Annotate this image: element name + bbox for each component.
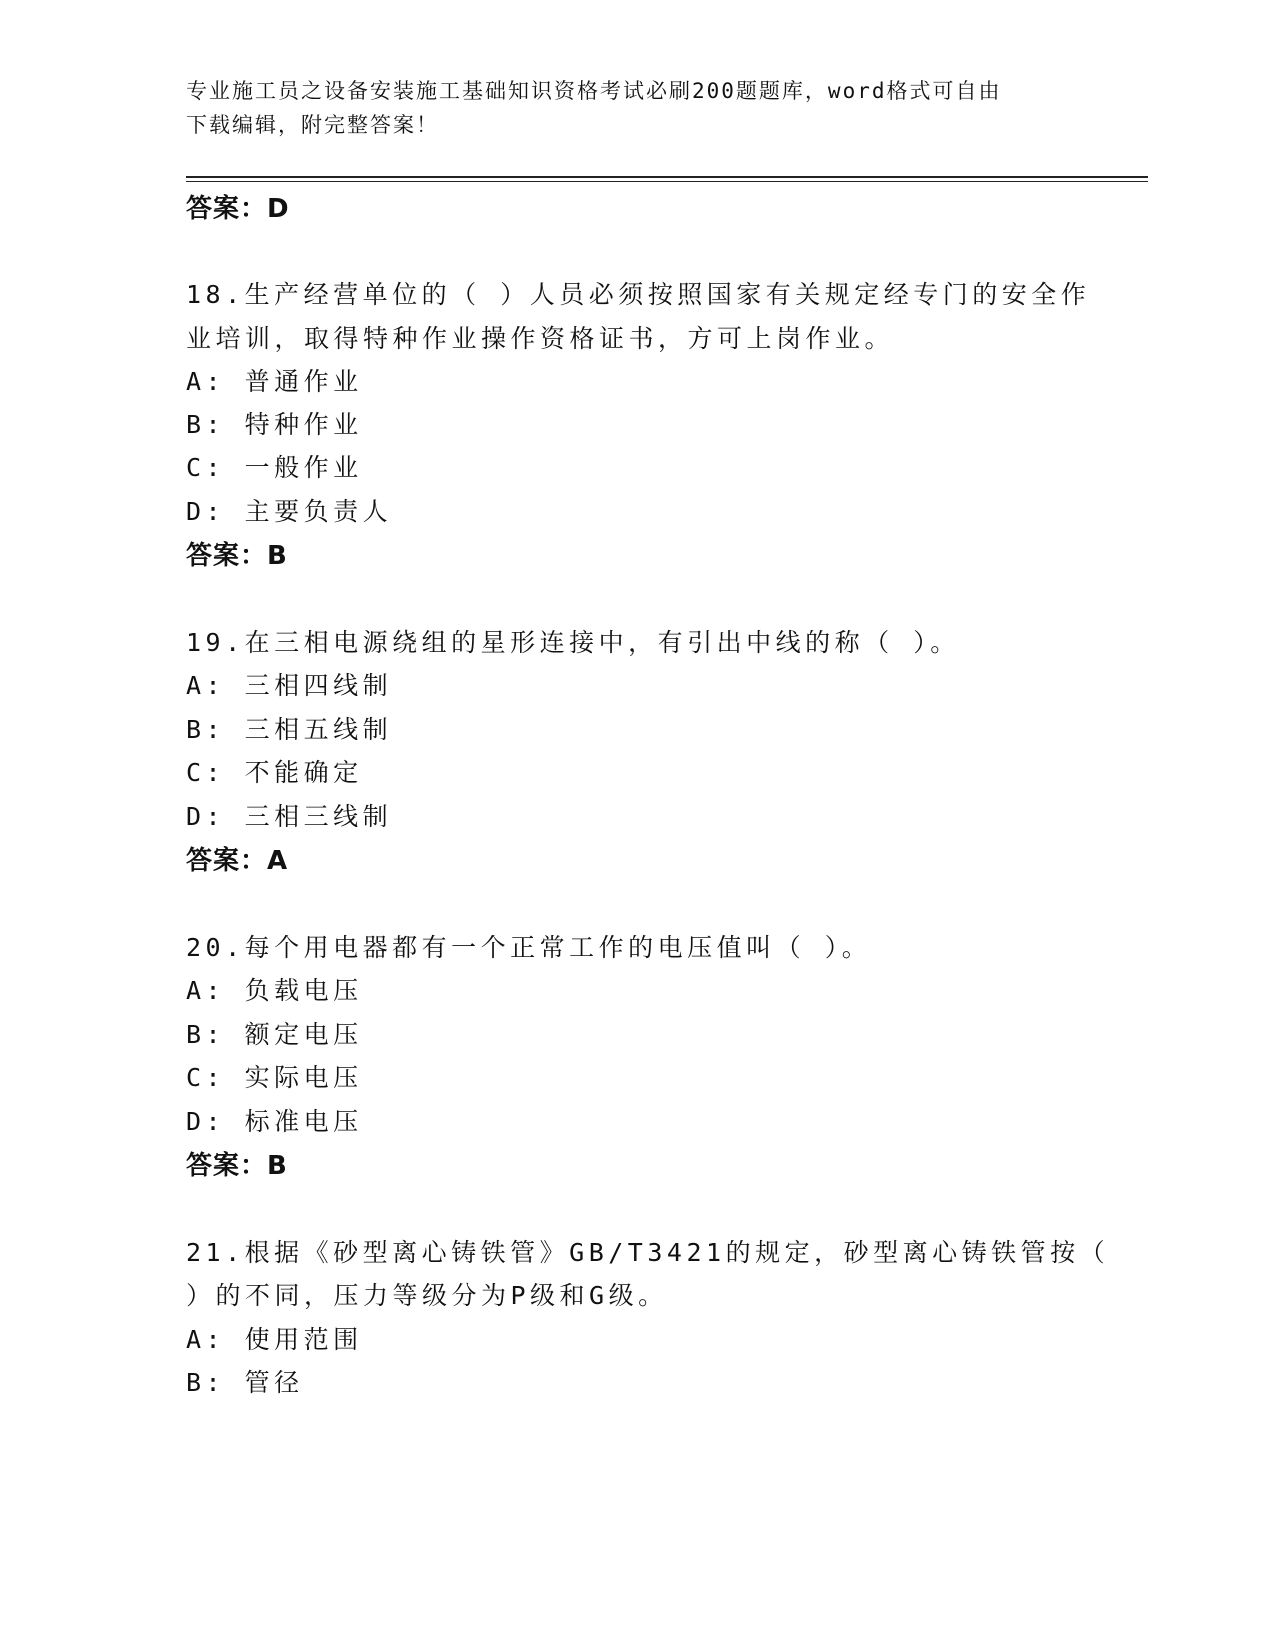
header-rule-thin (186, 181, 1148, 182)
question-21-stem-2: ）的不同，压力等级分为P级和G级。 (186, 1281, 668, 1310)
question-18-answer: 答案：B (186, 541, 288, 571)
question-18-option-b: B: 特种作业 (186, 410, 363, 439)
question-20-stem-1: 20.每个用电器都有一个正常工作的电压值叫（ ）。 (186, 933, 872, 962)
question-18-option-c: C: 一般作业 (186, 453, 363, 482)
question-18-stem-2: 业培训，取得特种作业操作资格证书，方可上岗作业。 (186, 324, 895, 353)
header-line-1: 专业施工员之设备安装施工基础知识资格考试必刷200题题库，word格式可自由 (186, 79, 1002, 103)
page-header (186, 74, 1086, 142)
header-rule (186, 176, 1148, 178)
question-19-option-a: A: 三相四线制 (186, 671, 393, 700)
question-20-option-a: A: 负载电压 (186, 976, 363, 1005)
question-19-option-d: D: 三相三线制 (186, 802, 393, 831)
question-19-answer: 答案：A (186, 846, 289, 876)
question-21-option-b: B: 管径 (186, 1368, 304, 1397)
question-20-answer: 答案：B (186, 1151, 288, 1181)
question-20-option-d: D: 标准电压 (186, 1107, 363, 1136)
question-20-option-c: C: 实际电压 (186, 1063, 363, 1092)
previous-answer: 答案：D (186, 194, 290, 224)
question-19-option-c: C: 不能确定 (186, 758, 363, 787)
header-line-2: 下载编辑，附完整答案！ (186, 113, 439, 137)
question-19-stem-1: 19.在三相电源绕组的星形连接中，有引出中线的称（ ）。 (186, 628, 960, 657)
question-18-stem-1: 18.生产经营单位的（ ）人员必须按照国家有关规定经专门的安全作 (186, 280, 1091, 309)
question-18-option-a: A: 普通作业 (186, 367, 363, 396)
question-19-option-b: B: 三相五线制 (186, 715, 393, 744)
question-21-stem-1: 21.根据《砂型离心铸铁管》GB/T3421的规定，砂型离心铸铁管按（ (186, 1238, 1110, 1267)
question-21-option-a: A: 使用范围 (186, 1325, 363, 1354)
question-20-option-b: B: 额定电压 (186, 1020, 363, 1049)
question-18-option-d: D: 主要负责人 (186, 497, 393, 526)
